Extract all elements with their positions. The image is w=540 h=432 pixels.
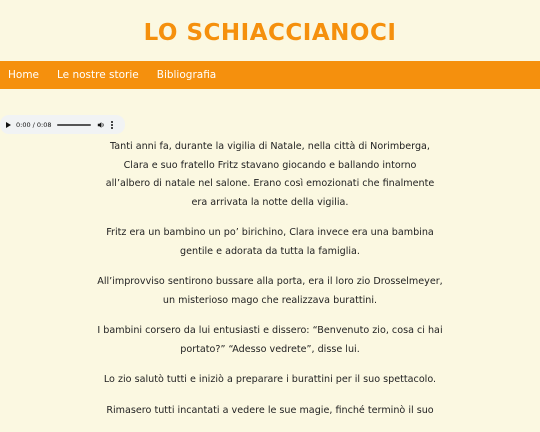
story-line: Lo zio salutò tutti e iniziò a preparare i burattini per il suo spettacolo.	[103, 374, 437, 385]
nav-item-home[interactable]: Home	[8, 69, 40, 81]
story-line: portato?” “Adesso vedrete”, disse lui.	[180, 343, 360, 355]
story-line: era arrivata la notte della vigilia.	[191, 196, 349, 208]
story-line: Fritz era un bambino un po’ birichino, Clara invece era una bambina	[106, 227, 434, 238]
volume-icon[interactable]	[97, 121, 105, 129]
story-paragraph	[85, 402, 455, 421]
audio-time-display: 0:00 / 0:08	[16, 120, 52, 129]
play-icon[interactable]	[6, 122, 11, 128]
story-line: I bambini corsero da lui entusiasti e dissero: “Benvenuto zio, cosa ci hai	[97, 325, 443, 336]
story-paragraph	[85, 371, 455, 390]
main-navbar	[0, 61, 540, 89]
story-line: Rimasero tutti incantati a vedere le sue magie, finché terminò il suo	[106, 404, 434, 416]
audio-player	[0, 115, 125, 134]
story-paragraph	[85, 224, 455, 261]
story-line: gentile e adorata da tutta la famiglia.	[180, 245, 360, 257]
story-paragraph	[85, 138, 455, 212]
story-line: All’improvviso sentirono bussare alla porta, era il loro zio Drosselmeyer,	[97, 276, 443, 287]
story-line: Clara e suo fratello Fritz stavano giocando e ballando intorno	[123, 159, 417, 171]
story-paragraph	[85, 273, 455, 310]
audio-seek-bar[interactable]	[57, 124, 91, 126]
story-line: all’albero di natale nel salone. Erano così emozionati che finalmente	[105, 178, 435, 189]
story-line: Tanti anni fa, durante la vigilia di Natale, nella città di Norimberga,	[110, 141, 430, 152]
story-text	[85, 138, 455, 432]
nav-item-le-nostre-storie[interactable]: Le nostre storie	[57, 69, 139, 81]
more-options-icon[interactable]	[111, 121, 113, 129]
nav-item-bibliografia[interactable]: Bibliografia	[156, 69, 217, 81]
story-line: un misterioso mago che realizzava burattini.	[162, 294, 378, 306]
site-title: LO SCHIACCIANOCI	[143, 20, 397, 46]
story-paragraph	[85, 322, 455, 359]
